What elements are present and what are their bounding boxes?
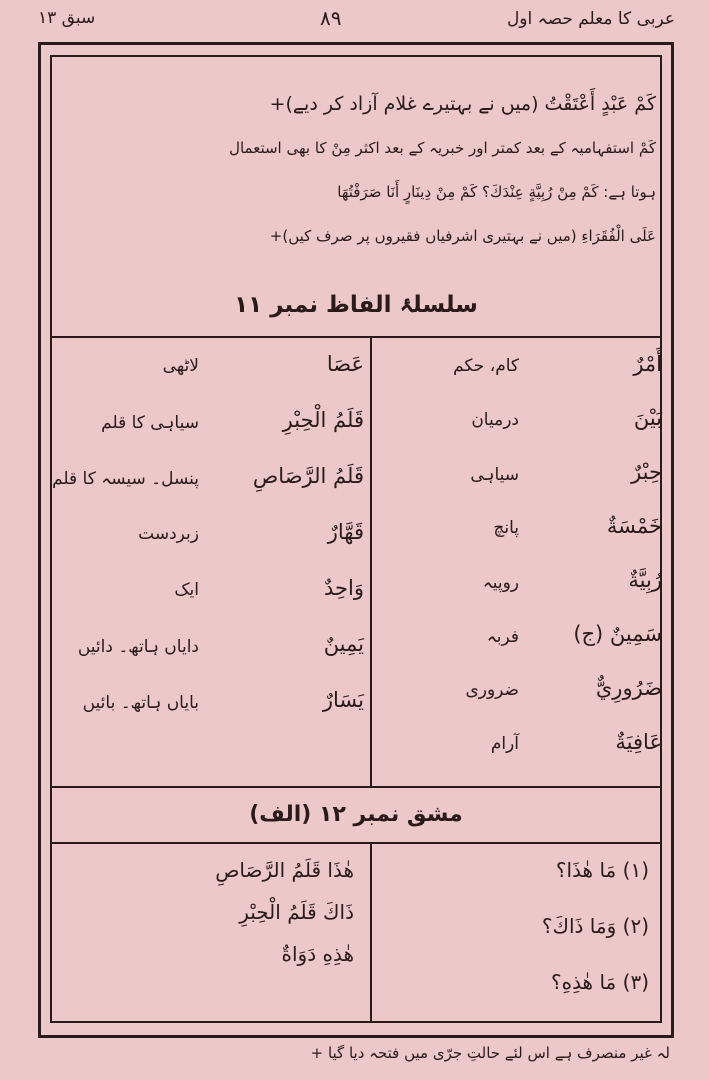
- vocab-arabic: بَيْنَ: [633, 406, 662, 430]
- vocab-arabic: أَمْرٌ: [633, 352, 662, 376]
- divider: [50, 786, 662, 788]
- vocab-arabic: حِبْرٌ: [631, 460, 662, 484]
- intro-paragraph: [56, 82, 656, 258]
- exercise-question: (۲) وَمَا ذَاكَ؟: [541, 914, 649, 938]
- divider: [50, 336, 662, 338]
- vocab-urdu: ایک: [174, 580, 199, 600]
- vocab-title: سلسلۂ الفاظ نمبر ۱۱: [234, 292, 478, 318]
- exercise-answer: ذَاكَ قَلَمُ الْحِبْرِ: [239, 900, 354, 924]
- vocab-urdu: پانچ: [493, 518, 519, 538]
- vocab-arabic: رُبِيَّةٌ: [628, 568, 662, 592]
- vocab-arabic: يَسَارٌ: [322, 688, 364, 712]
- exercise-answer: هٰذَا قَلَمُ الرَّصَاصِ: [215, 858, 354, 882]
- divider: [50, 842, 662, 844]
- vocab-urdu: زبردست: [138, 524, 199, 544]
- book-title: عربی کا معلم حصہ اول: [506, 9, 675, 29]
- vocab-urdu: سیاہی کا قلم: [101, 413, 199, 433]
- vocab-arabic: يَمِينٌ: [323, 632, 364, 656]
- exercise-question: (۳) مَا هٰذِهِ؟: [550, 970, 649, 994]
- lesson-number: سبق ۱۳: [38, 8, 96, 28]
- intro-line: ہوتا ہے: كَمْ مِنْ رُبِيَّةٍ عِنْدَكَ؟ كَمْ مِنْ دِينَارٍ أَنَا صَرَفْتُهَا: [337, 183, 656, 201]
- column-divider: [370, 842, 372, 1023]
- vocab-arabic: قَلَمُ الرَّصَاصِ: [252, 464, 364, 488]
- vocab-arabic: قَهَّارٌ: [327, 520, 364, 544]
- vocab-urdu: آرام: [490, 734, 519, 754]
- vocab-urdu: لاٹھی: [162, 356, 199, 376]
- vocab-urdu: روپیہ: [482, 573, 519, 593]
- exercise-title: مشق نمبر ۱۲ (الف): [249, 802, 463, 827]
- vocab-arabic: قَلَمُ الْحِبْرِ: [282, 408, 364, 432]
- vocab-arabic: ضَرُورِيٌّ: [595, 676, 662, 700]
- footnote: لہ غیر منصرف ہے اس لئے حالتِ جرّی میں فتحہ دیا گیا +: [310, 1044, 670, 1062]
- exercise-question: (۱) مَا هٰذَا؟: [555, 858, 649, 882]
- vocab-arabic: وَاحِدٌ: [324, 576, 364, 600]
- page-header: [0, 4, 709, 36]
- intro-line: کَمْ استفہامیہ کے بعد کمتر اور خبریہ کے بعد اکثر مِنْ کا بھی استعمال: [229, 139, 656, 157]
- vocab-urdu: درمیان: [471, 410, 519, 430]
- vocab-urdu: پنسل۔ سیسہ کا قلم: [52, 469, 199, 489]
- vocab-urdu: کام، حکم: [453, 356, 519, 376]
- intro-line: عَلَى الْفُقَرَاءِ (میں نے بہتیری اشرفیاں فقیروں پر صرف کیں)+: [269, 227, 656, 245]
- exercise-answer: هٰذِهِ دَوَاةٌ: [281, 942, 354, 966]
- vocab-urdu: بایاں ہاتھ۔ بائیں: [82, 693, 199, 713]
- vocab-urdu: ضروری: [465, 680, 519, 700]
- vocab-arabic: خَمْسَةٌ: [606, 514, 662, 538]
- vocab-arabic: عَصَا: [326, 352, 364, 376]
- intro-line: كَمْ عَبْدٍ أَعْتَقْتُ (میں نے بہتیرے غلام آزاد کر دیے)+: [269, 93, 656, 115]
- vocab-arabic: سَمِينٌ (ج): [573, 622, 662, 646]
- vocab-urdu: فربہ: [486, 627, 519, 647]
- column-divider: [370, 336, 372, 786]
- vocab-urdu: دایاں ہاتھ۔ دائیں: [77, 637, 199, 657]
- vocab-urdu: سیاہی: [470, 465, 519, 485]
- page-number: ۸۹: [320, 6, 342, 30]
- vocab-arabic: عَافِيَةٌ: [615, 730, 662, 754]
